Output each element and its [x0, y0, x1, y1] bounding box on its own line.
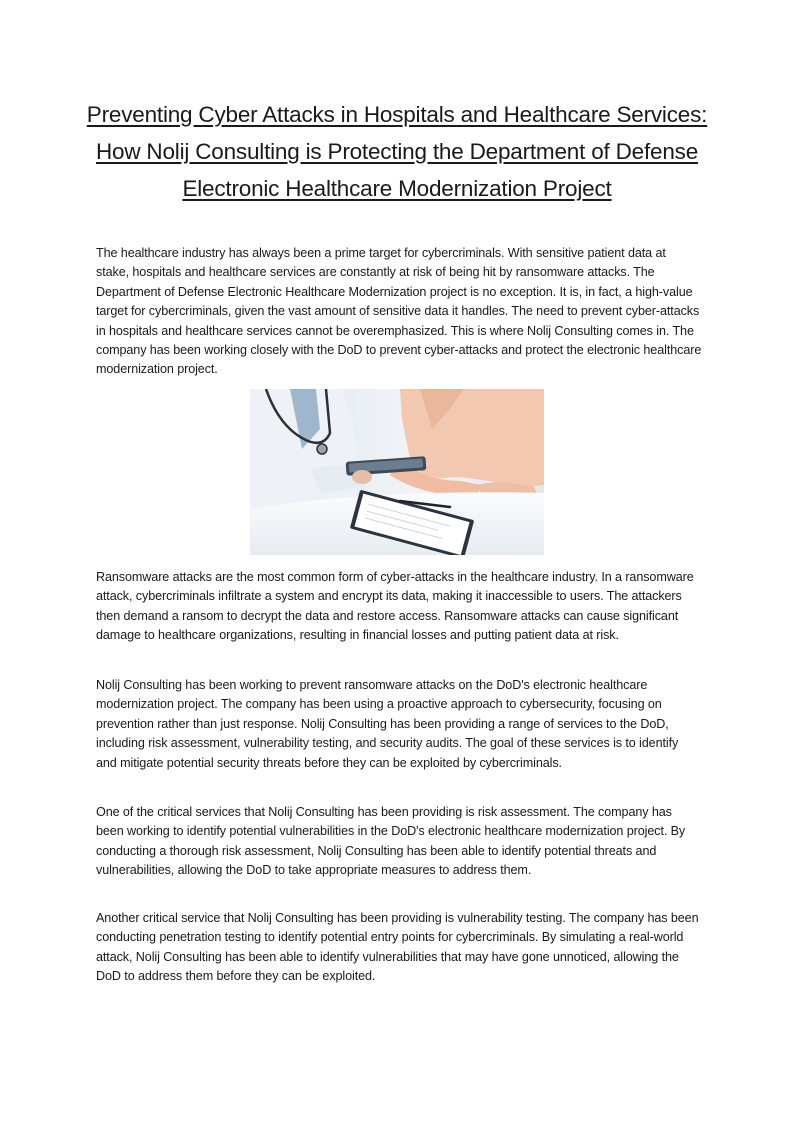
ransomware-paragraph: Ransomware attacks are the most common form of cyber-attacks in the healthcare industry. In a ransomware attack, cybercriminals infiltrate a system and encrypt its data, making it inaccessible to users. The attackers then demand a ransom to decrypt the data and restore access. Ransomware attacks can cause significant damage to healthcare organizations, resulting in financial losses and putting patient data at risk. — [96, 570, 694, 643]
document-title — [60, 96, 734, 207]
title-line-2: How Nolij Consulting is Protecting the Department of Defense — [95, 139, 699, 164]
title-line-1: Preventing Cyber Attacks in Hospitals and Healthcare Services: — [86, 102, 708, 127]
prevention-paragraph: Nolij Consulting has been working to prevent ransomware attacks on the DoD's electronic healthcare modernization project. The company has been using a proactive approach to cybersecurity, focusing on prevention rather than just response. Nolij Consulting has been providing a range of services to the DoD, including risk assessment, vulnerability testing, and security audits. The goal of these services is to identify and mitigate potential security threats before they can be exploited by cybercriminals. — [96, 678, 679, 770]
intro-paragraph: The healthcare industry has always been a prime target for cybercriminals. With sensitive patient data at stake, hospitals and healthcare services are constantly at risk of being hit by ransomware attacks. The Department of Defense Electronic Healthcare Modernization project is no exception. It is, in fact, a high-value target for cybercriminals, given the vast amount of sensitive data it handles. The need to prevent cyber-attacks in hospitals and healthcare services cannot be overemphasized. This is where Nolij Consulting comes in. The company has been working closely with the DoD to prevent cyber-attacks and protect the electronic healthcare modernization project. — [96, 246, 702, 377]
title-line-3: Electronic Healthcare Modernization Project — [182, 176, 612, 201]
doctor-patient-photo — [250, 389, 544, 555]
vulnerability-testing-paragraph: Another critical service that Nolij Consulting has been providing is vulnerability testing. The company has been conducting penetration testing to identify potential entry points for cybercriminals. By simulating a real-world attack, Nolij Consulting has been able to identify vulnerabilities that may have gone unnoticed, allowing the DoD to address them before they can be exploited. — [96, 911, 699, 984]
risk-assessment-paragraph: One of the critical services that Nolij Consulting has been providing is risk assessment. The company has been working to identify potential vulnerabilities in the DoD's electronic healthcare modernization project. By conducting a thorough risk assessment, Nolij Consulting has been able to identify potential threats and vulnerabilities, allowing the DoD to take appropriate measures to address them. — [96, 805, 686, 878]
